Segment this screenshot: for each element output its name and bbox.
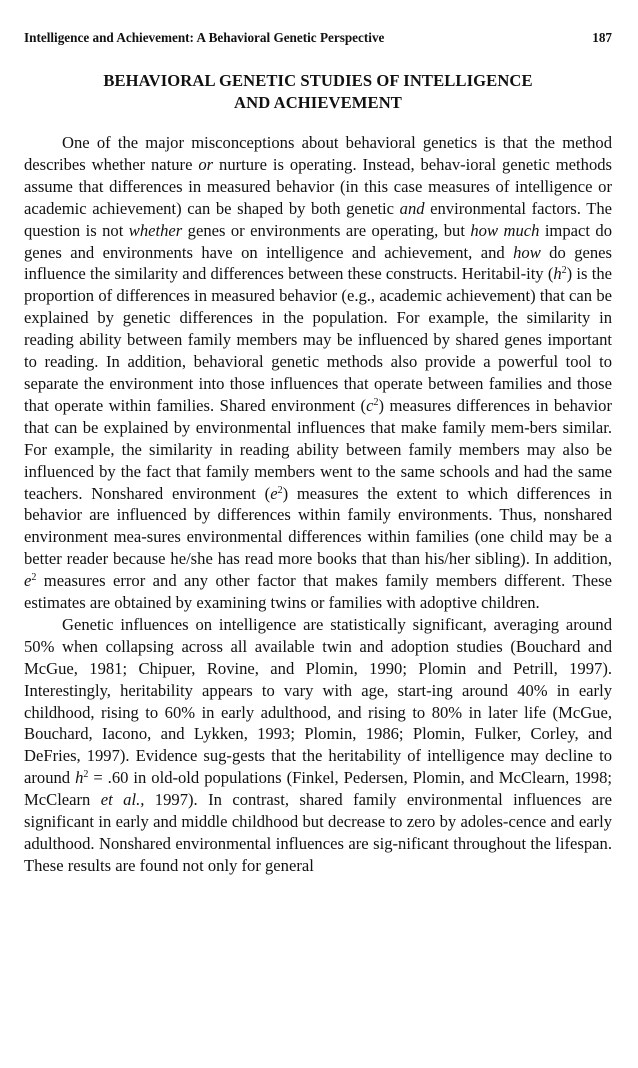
paragraph-1 [24,132,612,614]
section-heading-line-1: BEHAVIORAL GENETIC STUDIES OF INTELLIGENCE [103,71,533,90]
symbol-e: e [24,571,32,591]
text-run: Genetic influences on intelligence are statistically significant, averaging around 50% when collapsing across all available twin and adoption studies (Bouchard and McGue, 1981; Chipuer, Rovine, and Plomin, 1990; Plomin and Petrill, 1997). Interestingly, heritability appears to vary with age, start-ing around 40% in early childhood, rising to 60% in early adulthood, and rising to 80% in later life (McGue, Bouchard, Iacono, and Lykken, 1993; Plomin, 1986; Plomin, Fulker, Corley, and DeFries, 1997). Evidence sug-gests that the heritability of intelligence may decline to around [24,614,612,788]
italic-run: how [513,242,541,262]
italic-run: how much [470,220,540,240]
superscript: 2 [561,265,567,277]
italic-run: or [198,154,214,174]
italic-run: whether [128,220,183,240]
superscript: 2 [373,396,379,408]
text-run: 1997). In contrast, shared family environmental influences are significant in early and middle childhood but decrease to zero by adoles-cence and early adulthood. Nonshared environmental influences are sig-nificant throughout the lifespan. These results are found not only for general [24,790,613,875]
italic-run: et al., [100,790,145,810]
symbol-h: h [75,768,84,788]
running-head [24,30,612,50]
text-run: One of the major misconceptions about behavioral genetics is that the method describes whether nature [24,133,612,174]
text-run: ) measures differences in behavior that can be explained by environmental influences that make family mem-bers similar. For example, the similarity in reading ability between family members may also be influenced by the fact that family members went to the same schools and had the same teachers. Nonshared environment ( [24,395,612,503]
text-run: genes or environments are operating, but [182,220,471,240]
text-run: = .60 in old-old populations (Finkel, Pedersen, Plomin, and McClearn, 1998; McClearn [24,768,612,810]
page-number: 187 [592,30,612,45]
symbol-h: h [553,264,562,284]
text-run: environmental factors. The question is not [24,198,612,240]
text-run: measures error and any other factor that makes family members different. These estimates are obtained by examining twins or families with adoptive children. [24,571,612,613]
text-run: ) measures the extent to which differences in behavior are influenced by differences within family environments. Thus, nonshared environment mea-sures environmental differences within families (one child may be a better reader because he/she has read more books that than his/her sibling). In addition, [24,483,613,569]
paragraph-2 [24,614,612,877]
italic-run: and [399,198,425,218]
body-text [24,132,612,877]
symbol-c: c [366,395,374,415]
section-heading-line-2: AND ACHIEVEMENT [234,93,402,112]
symbol-e: e [270,483,278,503]
text-run: ) is the proportion of differences in measured behavior (e.g., academic achievement) that can be explained by genetic differences in the population. For example, the similarity in reading ability between family members may be influenced by shared genes important to reading. In addition, behavioral genetic methods also provide a powerful tool to separate the environment into those influences that operate between families and those that operate within families. Shared environment ( [24,264,612,415]
running-title: Intelligence and Achievement: A Behavioral Genetic Perspective [24,30,385,45]
section-heading [24,70,612,114]
superscript: 2 [31,572,37,584]
text-run: nurture is operating. Instead, behav-ioral genetic methods assume that differences in measured behavior (in this case measures of intelligence or academic achievement) can be shaped by both genetic [24,154,612,218]
text-run: impact do genes and environments have on intelligence and achievement, and [24,220,612,262]
text-run: do genes influence the similarity and differences between these constructs. Heritabil-ity ( [24,242,612,284]
superscript: 2 [277,484,283,496]
superscript: 2 [83,769,89,781]
